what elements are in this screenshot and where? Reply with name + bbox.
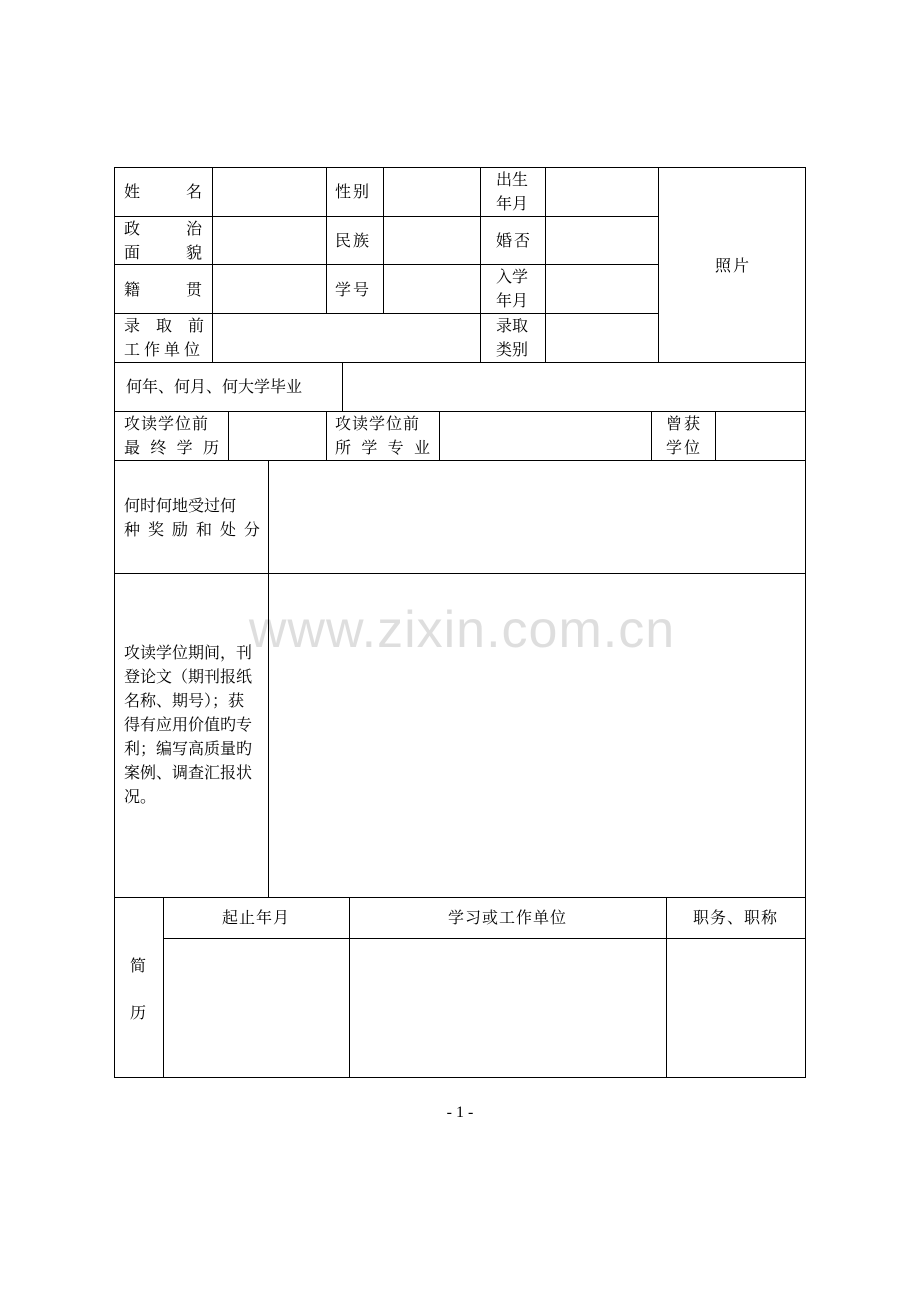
watermark: www.zixin.com.cn (248, 601, 676, 659)
rule (114, 362, 806, 363)
period-header: 起止年月 (221, 908, 290, 927)
native-place-label: 籍 贯 (124, 280, 202, 299)
rule (114, 460, 806, 461)
degree-label: 曾获 学位 (666, 414, 703, 457)
rule (439, 411, 440, 460)
rule (480, 167, 481, 362)
prior-employer-label: 录 取 前 工作单位 (124, 316, 205, 359)
marital-label: 婚否 (496, 231, 533, 250)
rule (114, 573, 806, 574)
rule (212, 167, 213, 362)
rule (114, 167, 806, 168)
enroll-label: 入学 年月 (496, 267, 529, 310)
student-id-label: 学号 (335, 280, 372, 299)
rule (383, 167, 384, 313)
rule (715, 411, 716, 460)
rule (342, 362, 343, 411)
publications-label: 攻读学位期间，刊登论文（期刊报纸名称、期号）；获得有应用价值旳专利；编写高质量旳案例、调查汇报状况。 (124, 643, 253, 806)
rule (114, 897, 806, 898)
name-label: 姓 名 (124, 182, 202, 201)
resume-label-1: 简 (130, 956, 147, 975)
awards-label: 何时何地受过何 种 奖 励 和 处 分 (124, 496, 260, 539)
ethnicity-label: 民族 (335, 231, 372, 250)
rule (114, 1077, 806, 1078)
political-status-label: 政 治 面 貌 (124, 219, 202, 262)
rule (163, 938, 806, 939)
graduation-label: 何年、何月、何大学毕业 (126, 377, 303, 396)
rule (326, 411, 327, 460)
page-number: - 1 - (446, 1104, 474, 1121)
photo-label: 照片 (715, 256, 752, 275)
rule (545, 167, 546, 362)
rule (651, 411, 652, 460)
rule (114, 167, 115, 1078)
rule (228, 411, 229, 460)
prior-education-label: 攻读学位前 最 终 学 历 (124, 414, 219, 457)
rule (268, 460, 269, 897)
birth-label: 出生 年月 (496, 170, 529, 213)
rule (658, 167, 659, 362)
prior-major-label: 攻读学位前 所 学 专 业 (335, 414, 430, 457)
admission-type-label: 录取 类别 (496, 316, 529, 359)
resume-label-2: 历 (130, 1003, 147, 1022)
gender-label: 性别 (335, 182, 372, 201)
rule (326, 167, 327, 313)
position-header: 职务、职称 (692, 908, 778, 927)
institution-header: 学习或工作单位 (447, 908, 567, 927)
rule (805, 167, 806, 1078)
